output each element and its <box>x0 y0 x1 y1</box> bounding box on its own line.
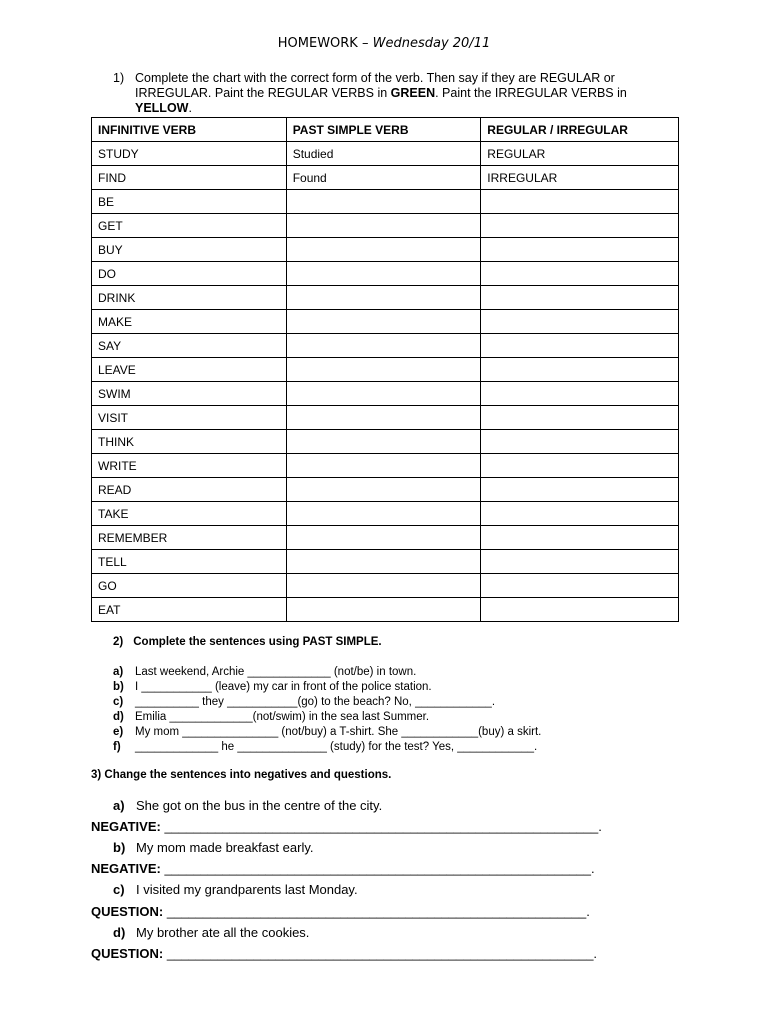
table-row <box>92 574 679 598</box>
cell-past-simple[interactable] <box>286 214 481 238</box>
cell-infinitive: FIND <box>92 166 287 190</box>
answer-line[interactable] <box>91 904 590 919</box>
table-row <box>92 598 679 622</box>
sentence-text[interactable]: My mom _______________ (not/buy) a T-shirt. She ____________(buy) a skirt. <box>135 726 542 738</box>
instruction-yellow: YELLOW <box>135 101 189 115</box>
cell-past-simple[interactable] <box>286 238 481 262</box>
sentence-label: d) <box>113 711 124 723</box>
header-infinitive: INFINITIVE VERB <box>92 118 287 142</box>
table-row <box>92 358 679 382</box>
cell-past-simple[interactable]: Found <box>286 166 481 190</box>
table-row <box>92 334 679 358</box>
cell-regular-irregular[interactable] <box>481 454 679 478</box>
verb-table <box>91 117 679 622</box>
exercise-label: d) <box>113 925 126 940</box>
cell-regular-irregular[interactable] <box>481 598 679 622</box>
section3-title: 3) Change the sentences into negatives and questions. <box>91 769 392 781</box>
cell-past-simple[interactable] <box>286 550 481 574</box>
sentence-label: c) <box>113 696 124 708</box>
cell-regular-irregular[interactable] <box>481 358 679 382</box>
instruction-part-a: Complete the chart with the correct form of the verb. Then say if they are REGULAR or IRREGULAR. Paint the REGULAR VERBS in <box>135 71 615 100</box>
cell-infinitive: DO <box>92 262 287 286</box>
section1-instruction <box>113 71 683 116</box>
instruction-part-c: . <box>188 101 192 115</box>
title-day: Wednesday 20/11 <box>372 36 491 51</box>
table-row <box>92 142 679 166</box>
cell-regular-irregular[interactable] <box>481 214 679 238</box>
cell-past-simple[interactable] <box>286 430 481 454</box>
answer-line[interactable] <box>91 861 595 876</box>
cell-regular-irregular[interactable] <box>481 502 679 526</box>
exercise-text: I visited my grandparents last Monday. <box>136 882 358 897</box>
cell-regular-irregular[interactable] <box>481 526 679 550</box>
table-row <box>92 190 679 214</box>
answer-blank[interactable]: ___________________________________________________________. <box>164 861 595 876</box>
cell-infinitive: EAT <box>92 598 287 622</box>
instruction-green: GREEN <box>390 86 436 100</box>
title-homework: HOMEWORK – <box>277 36 369 51</box>
sentence-text[interactable]: _____________ he ______________ (study) for the test? Yes, ____________. <box>135 741 538 753</box>
answer-label: QUESTION: <box>91 946 164 961</box>
cell-past-simple[interactable] <box>286 502 481 526</box>
cell-past-simple[interactable] <box>286 358 481 382</box>
answer-blank[interactable]: ___________________________________________________________. <box>166 946 598 961</box>
exercise-label: a) <box>113 798 125 813</box>
table-row <box>92 454 679 478</box>
cell-infinitive: WRITE <box>92 454 287 478</box>
cell-infinitive: GO <box>92 574 287 598</box>
cell-regular-irregular[interactable] <box>481 334 679 358</box>
sentence-label: f) <box>113 741 121 753</box>
section1-number: 1) <box>113 71 125 85</box>
cell-past-simple[interactable] <box>286 262 481 286</box>
cell-regular-irregular[interactable] <box>481 430 679 454</box>
answer-blank[interactable]: __________________________________________________________. <box>166 904 590 919</box>
answer-line[interactable] <box>91 946 597 961</box>
table-row <box>92 214 679 238</box>
cell-regular-irregular[interactable] <box>481 382 679 406</box>
exercise-label: b) <box>113 840 126 855</box>
cell-past-simple[interactable] <box>286 574 481 598</box>
table-row <box>92 238 679 262</box>
section2-title <box>113 636 382 648</box>
cell-infinitive: MAKE <box>92 310 287 334</box>
table-row <box>92 382 679 406</box>
cell-past-simple[interactable] <box>286 310 481 334</box>
cell-regular-irregular[interactable]: REGULAR <box>481 142 679 166</box>
cell-infinitive: LEAVE <box>92 358 287 382</box>
cell-infinitive: SAY <box>92 334 287 358</box>
table-row <box>92 166 679 190</box>
answer-label: NEGATIVE: <box>91 819 161 834</box>
cell-regular-irregular[interactable] <box>481 190 679 214</box>
sentence-label: e) <box>113 726 124 738</box>
cell-infinitive: READ <box>92 478 287 502</box>
cell-infinitive: GET <box>92 214 287 238</box>
cell-past-simple[interactable] <box>286 598 481 622</box>
cell-past-simple[interactable]: Studied <box>286 142 481 166</box>
cell-past-simple[interactable] <box>286 478 481 502</box>
cell-infinitive: TELL <box>92 550 287 574</box>
table-row <box>92 430 679 454</box>
table-row <box>92 286 679 310</box>
sentence-text[interactable]: Emilia _____________(not/swim) in the sea last Summer. <box>135 711 430 723</box>
table-row <box>92 478 679 502</box>
cell-regular-irregular[interactable] <box>481 262 679 286</box>
cell-infinitive: VISIT <box>92 406 287 430</box>
page-title <box>0 36 768 51</box>
section2-number: 2) <box>113 636 124 648</box>
table-header-row <box>92 118 679 142</box>
cell-regular-irregular[interactable] <box>481 574 679 598</box>
cell-infinitive: BE <box>92 190 287 214</box>
sentence-text[interactable]: Last weekend, Archie _____________ (not/be) in town. <box>135 666 417 678</box>
sentence-text[interactable]: __________ they ___________(go) to the beach? No, ____________. <box>135 696 496 708</box>
verb-table-body <box>92 142 679 622</box>
cell-regular-irregular[interactable] <box>481 286 679 310</box>
answer-line[interactable] <box>91 819 602 834</box>
cell-past-simple[interactable] <box>286 286 481 310</box>
answer-label: NEGATIVE: <box>91 861 161 876</box>
sentence-label: b) <box>113 681 124 693</box>
cell-infinitive: THINK <box>92 430 287 454</box>
table-row <box>92 502 679 526</box>
cell-past-simple[interactable] <box>286 526 481 550</box>
cell-infinitive: REMEMBER <box>92 526 287 550</box>
cell-infinitive: SWIM <box>92 382 287 406</box>
answer-label: QUESTION: <box>91 904 164 919</box>
header-regular-irregular: REGULAR / IRREGULAR <box>481 118 679 142</box>
section2-heading: Complete the sentences using PAST SIMPLE. <box>133 636 382 648</box>
sentence-label: a) <box>113 666 124 678</box>
instruction-part-b: . Paint the IRREGULAR VERBS in <box>435 86 627 100</box>
cell-past-simple[interactable] <box>286 454 481 478</box>
header-past-simple: PAST SIMPLE VERB <box>286 118 481 142</box>
section1-text <box>135 71 683 116</box>
cell-past-simple[interactable] <box>286 190 481 214</box>
exercise-text: My brother ate all the cookies. <box>136 925 310 940</box>
cell-regular-irregular[interactable] <box>481 478 679 502</box>
table-row <box>92 262 679 286</box>
exercise-label: c) <box>113 882 125 897</box>
cell-regular-irregular[interactable] <box>481 550 679 574</box>
cell-infinitive: DRINK <box>92 286 287 310</box>
cell-infinitive: STUDY <box>92 142 287 166</box>
cell-regular-irregular[interactable] <box>481 238 679 262</box>
table-row <box>92 550 679 574</box>
table-row <box>92 310 679 334</box>
cell-regular-irregular[interactable]: IRREGULAR <box>481 166 679 190</box>
cell-past-simple[interactable] <box>286 334 481 358</box>
cell-regular-irregular[interactable] <box>481 310 679 334</box>
cell-past-simple[interactable] <box>286 406 481 430</box>
exercise-text: She got on the bus in the centre of the city. <box>136 798 383 813</box>
table-row <box>92 406 679 430</box>
cell-infinitive: TAKE <box>92 502 287 526</box>
exercise-text: My mom made breakfast early. <box>136 840 314 855</box>
answer-blank[interactable]: ____________________________________________________________. <box>164 819 602 834</box>
table-row <box>92 526 679 550</box>
cell-infinitive: BUY <box>92 238 287 262</box>
cell-past-simple[interactable] <box>286 382 481 406</box>
cell-regular-irregular[interactable] <box>481 406 679 430</box>
sentence-text[interactable]: I ___________ (leave) my car in front of the police station. <box>135 681 432 693</box>
